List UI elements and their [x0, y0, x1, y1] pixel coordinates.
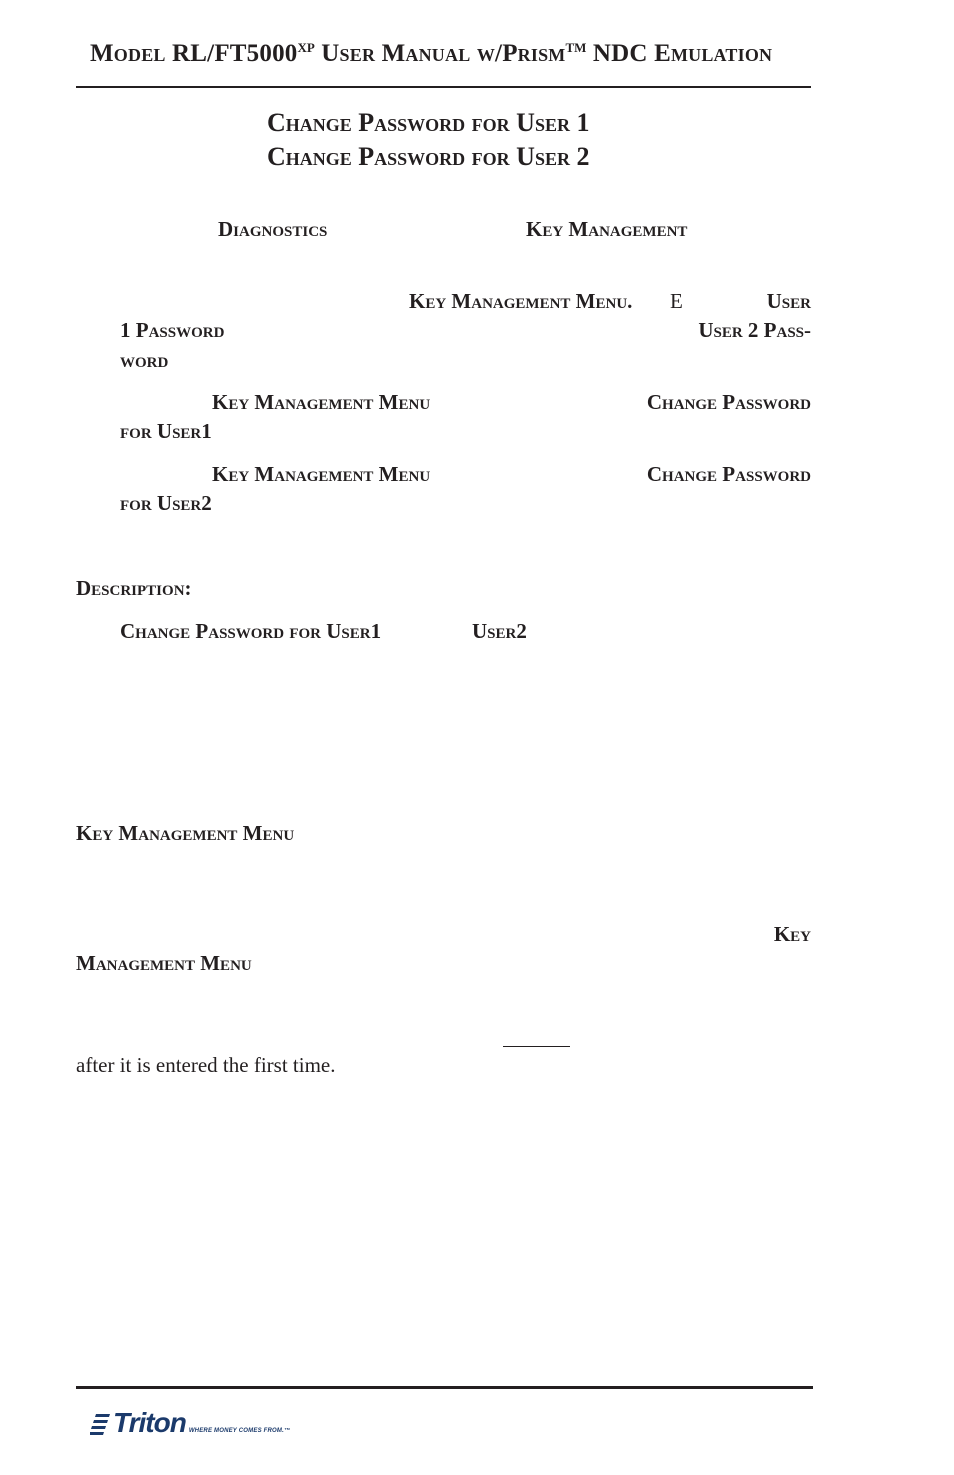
description-heading: Description:	[76, 576, 192, 600]
path-key-management: Key Management	[526, 217, 688, 241]
header-title-middle: User Manual w/Prism	[314, 40, 566, 67]
page-header	[90, 40, 772, 68]
intro-letter: E	[670, 289, 683, 313]
description-item-user1: Change Password for User1	[120, 619, 382, 643]
header-title-suffix: NDC Emulation	[586, 40, 773, 67]
para-menu-ref-b1: Key	[773, 922, 811, 946]
intro-user-ref-d: word	[120, 348, 169, 372]
path-diagnostics: Diagnostics	[218, 217, 328, 241]
intro-user-ref-b: 1 Password	[120, 318, 225, 342]
triton-logo	[90, 1408, 290, 1438]
intro-user-ref-c: User 2 Pass-	[698, 318, 811, 342]
para-closing-line: after it is entered the first time.	[76, 1053, 336, 1077]
underline-mark	[503, 1046, 570, 1047]
section-title-user2: Change Password for User 2	[267, 142, 590, 171]
step1-action-a: Change Password	[646, 390, 811, 414]
header-rule	[76, 86, 811, 88]
para-menu-ref-a: Key Management Menu	[76, 821, 295, 845]
triton-stripes-icon	[90, 1411, 112, 1435]
description-item-user2: User2	[472, 619, 527, 643]
step2-action-a: Change Password	[646, 462, 811, 486]
step1-action-b: for User1	[120, 419, 212, 443]
step2-menu: Key Management Menu	[212, 462, 431, 486]
logo-wordmark: Triton	[113, 1407, 186, 1438]
header-title-superscript: XP	[297, 40, 315, 55]
footer-rule	[76, 1386, 813, 1389]
para-menu-ref-b2: Management Menu	[76, 951, 252, 975]
step1-menu: Key Management Menu	[212, 390, 431, 414]
step2-action-b: for User2	[120, 491, 212, 515]
logo-tagline: WHERE MONEY COMES FROM.™	[188, 1428, 291, 1434]
intro-menu-ref: Key Management Menu.	[409, 289, 633, 313]
section-title-user1: Change Password for User 1	[267, 108, 590, 137]
header-title-prefix: Model RL/FT5000	[90, 40, 298, 67]
intro-user-ref-a: User	[766, 289, 811, 313]
header-trademark: TM	[565, 40, 587, 55]
